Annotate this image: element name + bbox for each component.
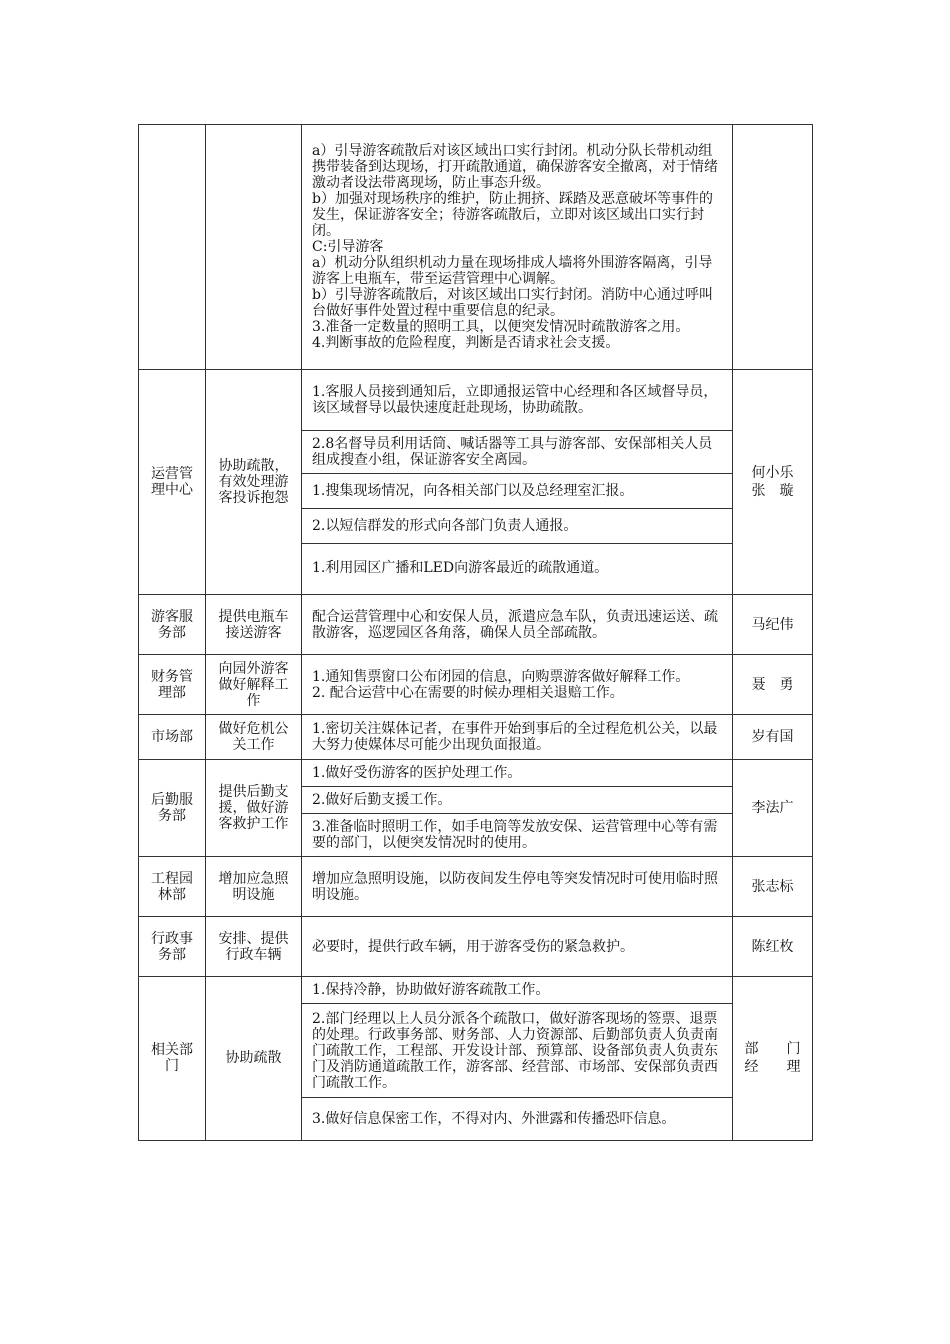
person-cell (733, 595, 813, 655)
person-cell (733, 917, 813, 977)
content-item: 1.保持冷静，协助做好游客疏散工作。 (302, 977, 732, 1004)
task-cell: 提供电瓶车接送游客 (206, 595, 302, 655)
dept-cell: 行政事务部 (139, 917, 206, 977)
content-cell (302, 125, 733, 370)
person-cell (733, 760, 813, 857)
table-row (139, 857, 813, 917)
content-item: 增加应急照明设施，以防夜间发生停电等突发情况时可使用临时照明设施。 (312, 870, 718, 903)
table-row (139, 655, 813, 715)
content-cell (302, 760, 733, 857)
content-item: 必要时，提供行政车辆，用于游客受伤的紧急救护。 (312, 938, 634, 955)
content-cell (302, 857, 733, 917)
table-row (139, 917, 813, 977)
task-cell: 提供后勤支援，做好游客救护工作 (206, 760, 302, 857)
content-line: a）引导游客疏散后对该区域出口实行封闭。机动分队长带机动组携带装备到达现场，打开疏散通道，确保游客安全撤离，对于情绪激动者设法带离现场，防止事态升级。 (312, 143, 718, 191)
person-name: 陈红枚 (751, 938, 794, 955)
person-name: 张志标 (751, 878, 794, 895)
content-line: a）机动分队组织机动力量在现场排成人墙将外围游客隔离，引导游客上电瓶车，带至运营管理中心调解。 (312, 255, 713, 287)
task-cell: 协助疏散 (206, 977, 302, 1141)
dept-cell: 运营管理中心 (139, 370, 206, 595)
content-line: 4.判断事故的危险程度，判断是否请求社会支援。 (312, 335, 620, 351)
dept-cell: 后勤服务部 (139, 760, 206, 857)
dept-cell (139, 125, 206, 370)
emergency-duty-table (138, 124, 813, 1141)
content-line: b）引导游客疏散后，对该区域出口实行封闭。消防中心通过呼叫台做好事件处置过程中重要信息的纪录。 (312, 287, 713, 319)
dept-cell: 财务管理部 (139, 655, 206, 715)
content-item: 1.密切关注媒体记者，在事件开始到事后的全过程危机公关，以最大努力使媒体尽可能少出现负面报道。 (312, 721, 718, 753)
content-item: 3.做好信息保密工作，不得对内、外泄露和传播恐吓信息。 (312, 1110, 676, 1127)
dept-cell: 工程园林部 (139, 857, 206, 917)
content-item: 1.搜集现场情况，向各相关部门以及总经理室汇报。 (302, 473, 732, 508)
content-subtable (302, 370, 732, 593)
content-cell (302, 977, 733, 1141)
task-cell: 安排、提供行政车辆 (206, 917, 302, 977)
content-cell (302, 715, 733, 760)
task-cell: 增加应急照明设施 (206, 857, 302, 917)
content-cell (302, 595, 733, 655)
content-item: 配合运营管理中心和安保人员，派遣应急车队，负责迅速运送、疏散游客，巡逻园区各角落，确保人员全部疏散。 (312, 608, 718, 641)
content-item: 1.客服人员接到通知后，立即通报运管中心经理和各区域督导员，该区域督导以最快速度赶赴现场，协助疏散。 (302, 370, 732, 430)
person-cell (733, 655, 813, 715)
person-name: 部 门 (744, 1041, 801, 1058)
person-cell (733, 125, 813, 370)
content-item: 1.利用园区广播和LED向游客最近的疏散通道。 (312, 560, 609, 577)
table-row (139, 125, 813, 370)
content-cell (302, 917, 733, 977)
person-cell (733, 370, 813, 595)
task-cell: 协助疏散，有效处理游客投诉抱怨 (206, 370, 302, 595)
person-name: 岁有国 (751, 729, 794, 745)
dept-cell: 游客服务部 (139, 595, 206, 655)
content-cell (302, 370, 733, 595)
table-row (139, 760, 813, 857)
content-subtable (302, 760, 732, 856)
content-line: 3.准备一定数量的照明工具，以便突发情况时疏散游客之用。 (312, 319, 690, 335)
task-cell: 做好危机公关工作 (206, 715, 302, 760)
content-item: 3.准备临时照明工作，如手电筒等发放安保、运营管理中心等有需要的部门，以便突发情况时的使用。 (312, 819, 718, 851)
person-cell (733, 857, 813, 917)
content-item: 2.以短信群发的形式向各部门负责人通报。 (302, 508, 732, 543)
content-line: b）加强对现场秩序的维护，防止拥挤、踩踏及恶意破坏等事件的发生，保证游客安全；待游客疏散后，立即对该区域出口实行封闭。 (312, 191, 713, 239)
table-row (139, 595, 813, 655)
person-name: 李法广 (751, 800, 794, 816)
content-cell (302, 655, 733, 715)
table-row (139, 370, 813, 595)
content-item: 2.部门经理以上人员分派各个疏散口，做好游客现场的签票、退票的处理。行政事务部、财务部、人力资源部、后勤部负责人负责南门疏散工作，工程部、开发设计部、预算部、设备部负责人负责东门及消防通道疏散工作，游客部、经营部、市场部、安保部负责西门疏散工作。 (302, 1004, 732, 1098)
dept-cell: 市场部 (139, 715, 206, 760)
content-line: C:引导游客 (312, 239, 384, 255)
person-cell (733, 977, 813, 1141)
content-subtable (302, 977, 732, 1140)
person-name: 张 璇 (751, 483, 794, 499)
dept-cell: 相关部门 (139, 977, 206, 1141)
content-item: 2.8名督导员利用话筒、喊话器等工具与游客部、安保部相关人员组成搜查小组，保证游客安全离园。 (302, 430, 732, 473)
table-row (139, 715, 813, 760)
person-name: 何小乐 (751, 465, 794, 481)
person-name: 聂 勇 (751, 676, 794, 693)
content-item: 2.做好后勤支援工作。 (302, 787, 732, 814)
table-row (139, 977, 813, 1141)
content-item: 1.通知售票窗口公布闭园的信息，向购票游客做好解释工作。 2. 配合运营中心在需要的时候办理相关退赔工作。 (312, 668, 690, 701)
person-name: 经 理 (744, 1059, 801, 1076)
person-cell (733, 715, 813, 760)
content-item: 1.做好受伤游客的医护处理工作。 (302, 760, 732, 787)
task-cell: 向园外游客做好解释工作 (206, 655, 302, 715)
task-cell (206, 125, 302, 370)
person-name: 马纪伟 (751, 616, 794, 633)
